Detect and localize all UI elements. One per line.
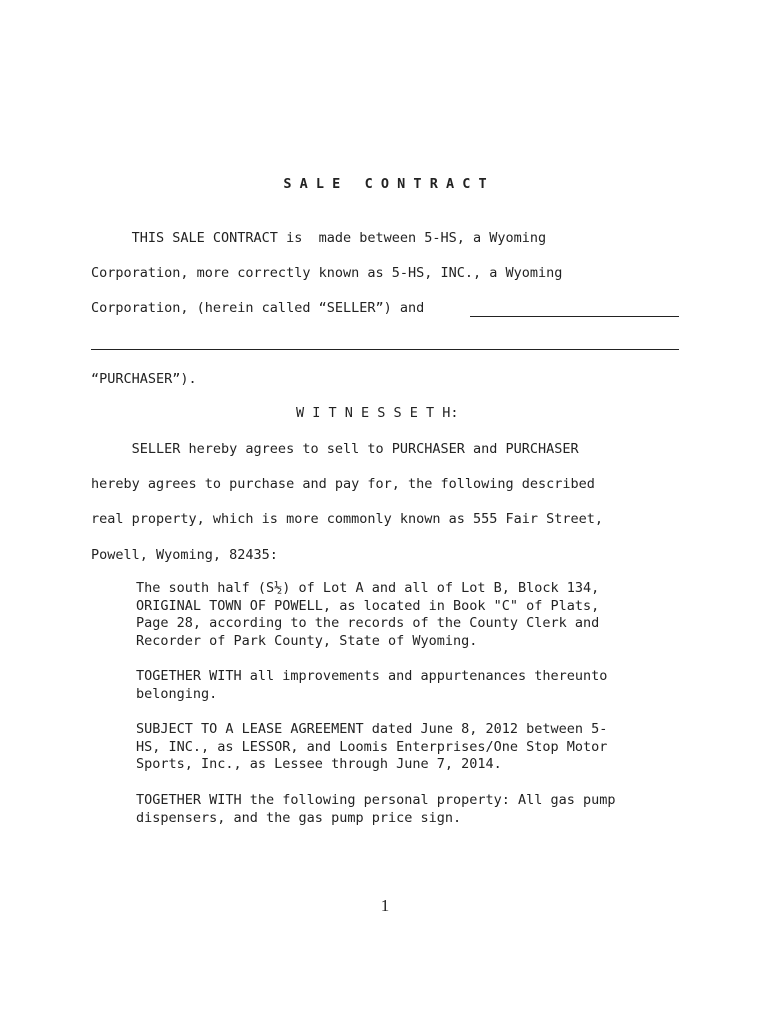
agreement-line-4: Powell, Wyoming, 82435:: [91, 547, 278, 563]
purchaser-name-blank-2: [91, 349, 679, 350]
intro-line-2: Corporation, more correctly known as 5-HS, INC., a Wyoming: [91, 265, 563, 281]
lease-clause: SUBJECT TO A LEASE AGREEMENT dated June 8, 2012 between 5- HS, INC., as LESSOR, and Loomis Enterprises/One Stop Motor Sports, Inc., as Lessee through June 7, 2014.: [136, 721, 608, 772]
personal-property-clause: TOGETHER WITH the following personal property: All gas pump dispensers, and the gas pump price sign.: [136, 792, 616, 826]
agreement-line-2: hereby agrees to purchase and pay for, the following described: [91, 476, 595, 492]
purchaser-name-blank: [470, 316, 679, 317]
page-number: 1: [380, 896, 390, 915]
legal-description: The south half (S½) of Lot A and all of Lot B, Block 134, ORIGINAL TOWN OF POWELL, as located in Book "C" of Plats, Page 28, according to the records of the County Clerk and Recorder of Park County, State of Wyoming.: [136, 580, 600, 649]
intro-line-3: Corporation, (herein called “SELLER”) and: [91, 300, 425, 316]
witnesseth-heading: W I T N E S S E T H:: [296, 405, 459, 421]
document-title: S A L E C O N T R A C T: [283, 176, 487, 192]
intro-line-1: THIS SALE CONTRACT is made between 5-HS, a Wyoming: [91, 230, 547, 246]
improvements-clause: TOGETHER WITH all improvements and appurtenances thereunto belonging.: [136, 668, 608, 702]
purchaser-line: “PURCHASER”).: [91, 371, 197, 387]
agreement-line-1: SELLER hereby agrees to sell to PURCHASER and PURCHASER: [91, 441, 579, 457]
agreement-line-3: real property, which is more commonly known as 555 Fair Street,: [91, 511, 604, 527]
